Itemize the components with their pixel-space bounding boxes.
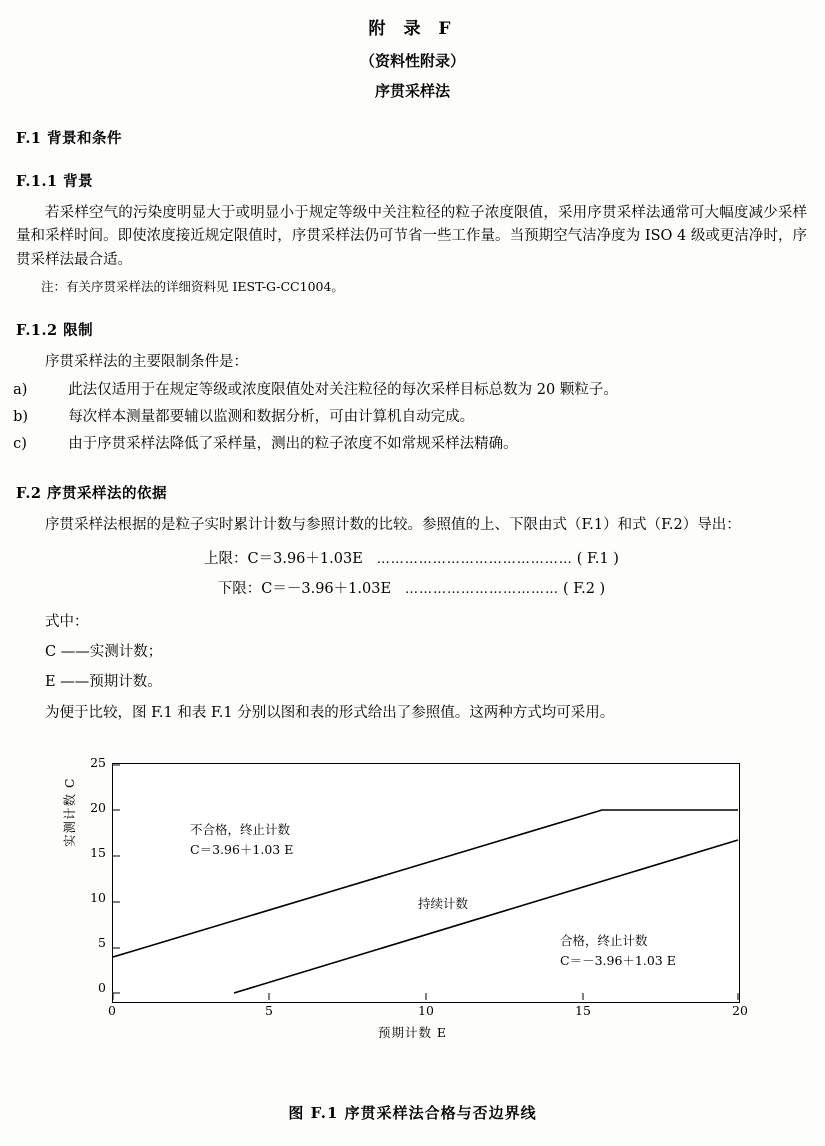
list-item xyxy=(13,379,807,402)
paragraph-f12: 序贯采样法的主要限制条件是： xyxy=(45,354,248,371)
list-item xyxy=(13,433,807,456)
y-tick-label: 25 xyxy=(90,755,106,771)
list-marker: b) xyxy=(13,408,29,425)
annotation-line-1: 合格，终止计数 xyxy=(560,933,648,949)
note-f11: 注：有关序贯采样法的详细资料见 IEST-G-CC1004。 xyxy=(41,279,344,295)
x-axis-label: 预期计数 E xyxy=(377,1025,448,1041)
definition-e: E ——预期计数。 xyxy=(45,673,162,690)
annotation-line-1: 持续计数 xyxy=(418,896,469,912)
chart-annotation-reject xyxy=(190,820,293,859)
x-tick-label: 0 xyxy=(108,1003,116,1019)
leader-dots: …………………………………… xyxy=(376,551,573,567)
y-tick-label: 0 xyxy=(98,980,106,996)
chart-annotation-accept xyxy=(560,931,676,970)
annotation-line-2: C＝－3.96＋1.03 E xyxy=(560,952,676,968)
chart-annotation-continue xyxy=(418,894,468,913)
definition-c: C ——实测计数； xyxy=(45,643,163,660)
list-item-text: 此法仅适用于在规定等级或浓度限值处对关注粒径的每次采样目标总数为 20 颗粒子。 xyxy=(68,381,618,398)
x-tick-label: 10 xyxy=(418,1003,434,1019)
formula-lower-row xyxy=(16,577,807,598)
list-item xyxy=(13,406,807,429)
annex-title: 序贯采样法 xyxy=(374,82,450,100)
paragraph-f2: 序贯采样法根据的是粒子实时累计计数与参照计数的比较。参照值的上、下限由式（F.1）和式（F.2）导出： xyxy=(45,517,741,534)
list-marker: a) xyxy=(13,381,28,398)
formula-lower-number: ( F.2 ) xyxy=(563,580,606,597)
formula-upper-number: ( F.1 ) xyxy=(576,550,619,567)
list-item-text: 由于序贯采样法降低了采样量，测出的粒子浓度不如常规采样法精确。 xyxy=(68,436,518,453)
x-tick-label: 15 xyxy=(575,1003,591,1019)
y-tick-label: 20 xyxy=(90,800,106,816)
section-title-f12: F.1.2 限制 xyxy=(16,322,94,340)
list-item-text: 每次样本测量都要辅以监测和数据分析，可由计算机自动完成。 xyxy=(68,408,475,425)
annex-label: 附 录 F xyxy=(368,19,457,39)
formula-upper: 上限：C＝3.96＋1.03E xyxy=(204,550,363,567)
section-title-f1: F.1 背景和条件 xyxy=(16,130,123,147)
annotation-line-2: C＝3.96＋1.03 E xyxy=(190,841,294,857)
paragraph-f11: 若采样空气的污染度明显大于或明显小于规定等级中关注粒径的粒子浓度限值，采用序贯采样法通常可大幅度减少采样量和采样时间。即使浓度接近规定限值时，序贯采样法仍可节省一些工作量。当预期空气洁净度为 ISO 4 级或更洁净时，序贯采样法最合适。 xyxy=(16,205,807,268)
section-title-f11: F.1.1 背景 xyxy=(16,173,94,190)
annex-heading xyxy=(0,14,825,101)
x-tick-label: 5 xyxy=(265,1003,273,1019)
y-tick-label: 5 xyxy=(98,935,106,951)
y-tick-label: 15 xyxy=(90,845,106,861)
list-marker: c) xyxy=(13,436,27,453)
document-body xyxy=(13,127,807,725)
where-label: 式中： xyxy=(45,613,89,630)
document-page xyxy=(0,14,825,1146)
formula-upper-row xyxy=(16,547,807,568)
paragraph-f2-2: 为便于比较，图 F.1 和表 F.1 分别以图和表的形式给出了参照值。这两种方式均可采用。 xyxy=(45,704,615,721)
formula-lower: 下限：C＝－3.96＋1.03E xyxy=(217,580,392,597)
figure-f1 xyxy=(0,751,825,1051)
section-title-f2: F.2 序贯采样法的依据 xyxy=(16,485,168,503)
y-axis-label: 实测计数 C xyxy=(62,777,77,848)
figure-caption: 图 F.1 序贯采样法合格与否边界线 xyxy=(288,1104,537,1122)
annex-type: （资料性附录） xyxy=(359,52,465,70)
leader-dots: …………………………… xyxy=(405,581,560,597)
y-tick-label: 10 xyxy=(90,890,106,906)
x-tick-label: 20 xyxy=(732,1003,748,1019)
annotation-line-1: 不合格，终止计数 xyxy=(190,822,291,838)
